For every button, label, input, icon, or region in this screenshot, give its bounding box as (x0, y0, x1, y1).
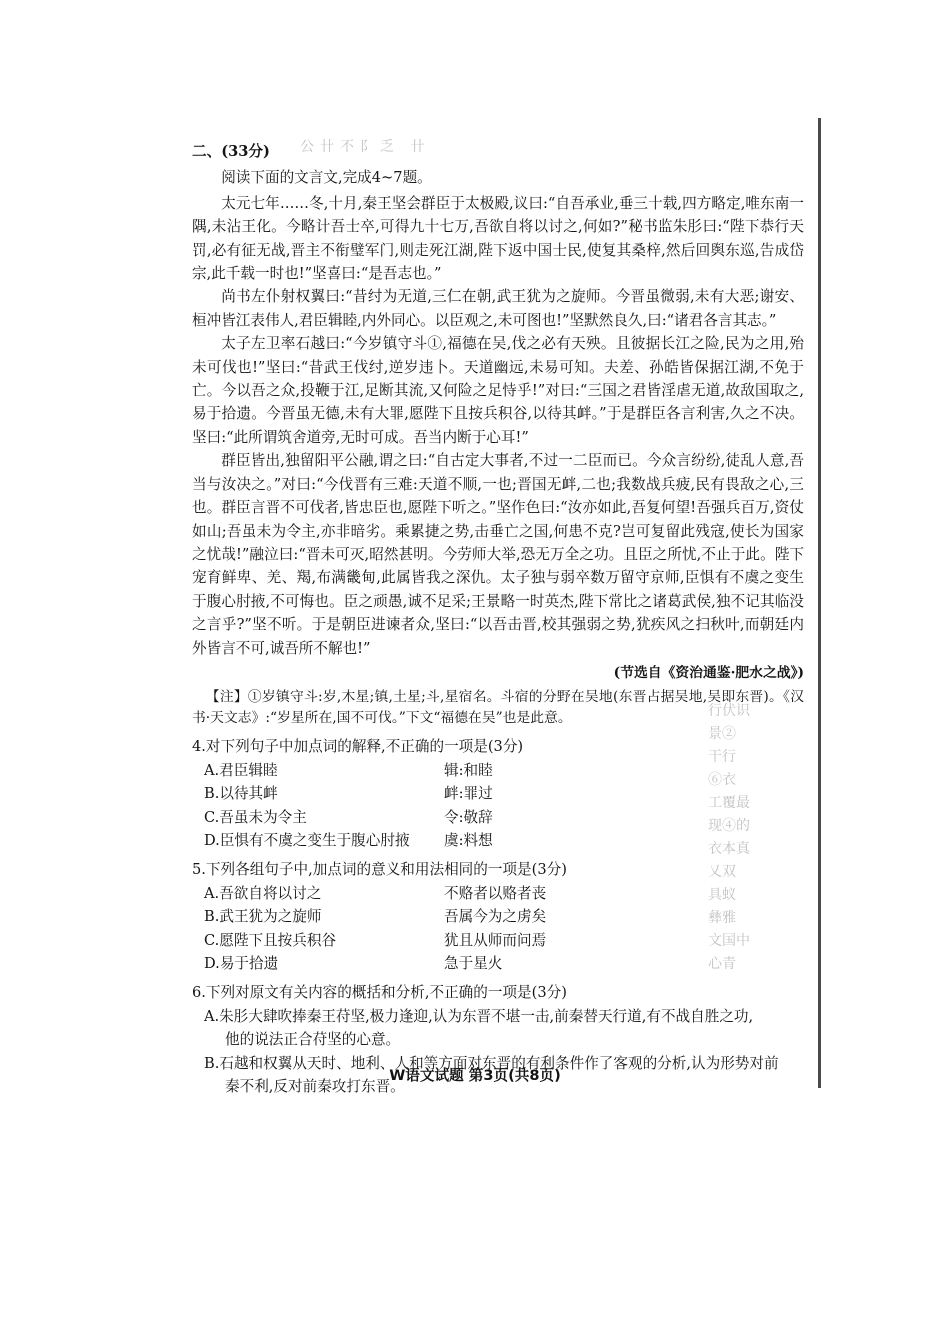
option-sentence: A.吾欲自将以讨之 (204, 884, 322, 902)
option-row (192, 952, 804, 975)
bleed-line: 衣本真 (708, 841, 750, 857)
page-footer: W语文试题 第3页(共8页) (389, 1067, 561, 1084)
footnote: 【注】①岁镇守斗:岁,木星;镇,土星;斗,星宿名。斗宿的分野在吴地(东晋占据吴地,吴即东晋)。《汉书·天文志》:“岁星所在,国不可伐。”下文“福德在吴”也是此意。 (192, 689, 804, 727)
question-stem: 5.下列各组句子中,加点词的意义和用法相同的一项是(3分) (192, 861, 567, 879)
option-sentence: B.武王犹为之旋师 (204, 908, 322, 926)
question-stem: 6.下列对原文有关内容的概括和分析,不正确的一项是(3分) (192, 984, 567, 1002)
option-explanation: 辑:和睦 (444, 761, 493, 779)
option-explanation: 衅:罪过 (444, 785, 493, 803)
question-4 (192, 735, 804, 852)
option-row (192, 882, 804, 905)
bleed-line: 干行 (708, 749, 736, 765)
option-explanation: 虞:料想 (444, 831, 493, 849)
option-pair-sentence: 不赂者以赂者丧 (444, 884, 547, 902)
option-sentence: C.吾虽未为令主 (204, 808, 307, 826)
option-pair-sentence: 吾属今为之虏矣 (444, 908, 547, 926)
option-row (192, 782, 804, 805)
option-pair-sentence: 急于星火 (444, 955, 503, 972)
scan-binding-edge (818, 118, 821, 1088)
bleed-line: 现④的 (708, 818, 750, 834)
bleed-line: 工覆最 (708, 795, 750, 811)
bleed-line: 景② (708, 726, 736, 742)
bleed-line: 文国中 (708, 933, 750, 949)
option-explanation: 令:敬辞 (444, 808, 493, 826)
option-row (192, 759, 804, 782)
bleed-line: 彝雅 (708, 910, 736, 926)
passage-paragraph: 太子左卫率石越曰:“今岁镇守斗①,福德在吴,伐之必有天殃。且彼据长江之险,民为之用,殆未可伐也!”坚曰:“昔武王伐纣,逆岁违卜。天道幽远,未易可知。夫差、孙皓皆保据江湖,不免于亡。今以吾之众,投鞭于江,足断其流,又何险之足恃乎!”对曰:“三国之君皆淫虐无道,故敌国取之,易于拾遗。今晋虽无德,未有大罪,愿陛下且按兵积谷,以待其衅。”于是群臣各言利害,久之不决。坚曰:“此所谓筑舍道旁,无时可成。吾当内断于心耳!” (192, 335, 804, 446)
option-line: A.朱肜大肆吹捧秦王苻坚,极力逢迎,认为东晋不堪一击,前秦替天行道,有不战自胜之功, (204, 1007, 754, 1025)
option-row (192, 905, 804, 928)
option-line-continued: 秦不利,反对前秦攻打东晋。 (225, 1078, 405, 1096)
option-row (192, 829, 804, 852)
bleed-line: ⑥衣 (708, 772, 736, 788)
option-pair-sentence: 犹且从师而问焉 (444, 931, 547, 949)
exam-content (192, 140, 804, 1098)
option-sentence: C.愿陛下且按兵积谷 (204, 931, 337, 949)
option-row (192, 806, 804, 829)
option-sentence: D.臣惧有不虞之变生于腹心肘掖 (204, 831, 410, 849)
bleed-line: 心青 (708, 956, 736, 972)
section-heading: 二、(33分) (192, 143, 270, 160)
bleed-line: 乂双 (708, 864, 736, 880)
option-sentence: D.易于拾遗 (204, 955, 279, 972)
option-row (192, 929, 804, 952)
passage-paragraph: 尚书左仆射权翼曰:“昔纣为无道,三仁在朝,武王犹为之旋师。今晋虽微弱,未有大恶;谢安、桓冲皆江表伟人,君臣辑睦,内外同心。以臣观之,未可图也!”坚默然良久,曰:“诸君各言其志。” (192, 288, 804, 329)
question-5 (192, 858, 804, 975)
option-line: B.石越和权翼从天时、地利、人和等方面对东晋的有利条件作了客观的分析,认为形势对前 (204, 1054, 779, 1072)
option-line-continued: 他的说法正合苻坚的心意。 (225, 1031, 401, 1049)
passage-paragraph: 群臣皆出,独留阳平公融,谓之曰:“自古定大事者,不过一二臣而已。今众言纷纷,徒乱人意,吾当与汝决之。”对曰:“今伐晋有三难:天道不顺,一也;晋国无衅,二也;我数战兵疲,民有畏敌之心,三也。群臣言晋不可伐者,皆忠臣也,愿陛下听之。”坚作色曰:“汝亦如此,吾复何望!吾强兵百万,资仗如山;吾虽未为令主,亦非暗劣。乘累捷之势,击垂亡之国,何患不克?岂可复留此残寇,使长为国家之忧哉!”融泣曰:“晋未可灭,昭然甚明。今劳师大举,恐无万全之功。且臣之所忧,不止于此。陛下宠育鲜卑、羌、羯,布满畿甸,此属皆我之深仇。太子独与弱卒数万留守京师,臣惧有不虞之变生于腹心肘掖,不可悔也。臣之顽愚,诚不足采;王景略一时英杰,陛下常比之诸葛武侯,独不记其临没之言乎?”坚不听。于是朝臣进谏者众,坚曰:“以吾击晋,校其强弱之势,犹疾风之扫秋叶,而朝廷内外皆言不可,诚吾所不解也!” (192, 452, 804, 657)
passage-paragraph: 太元七年……冬,十月,秦王坚会群臣于太极殿,议曰:“自吾承业,垂三十载,四方略定,唯东南一隅,未沾王化。今略计吾士卒,可得九十七万,吾欲自将以讨之,何如?”秘书监朱肜曰:“陛下恭行天罚,必有征无战,晋主不衔璧军门,则走死江湖,陛下返中国士民,使复其桑梓,然后回舆东巡,告成岱宗,此千载一时也!”坚喜曰:“是吾志也。” (192, 194, 804, 283)
section-instruction: 阅读下面的文言文,完成4~7题。 (221, 169, 432, 187)
option-sentence: A.君臣辑睦 (204, 761, 278, 779)
option-statement (192, 1005, 804, 1052)
bleed-line: 行伏识 (708, 703, 750, 719)
option-sentence: B.以待其衅 (204, 785, 278, 803)
question-stem: 4.对下列句子中加点词的解释,不正确的一项是(3分) (192, 738, 524, 756)
bleed-through-text-top: 公卄不阝乏 卄 (300, 139, 431, 155)
passage-source: (节选自《资治通鉴·肥水之战》) (613, 664, 804, 681)
bleed-line: 具蚁 (708, 887, 736, 903)
